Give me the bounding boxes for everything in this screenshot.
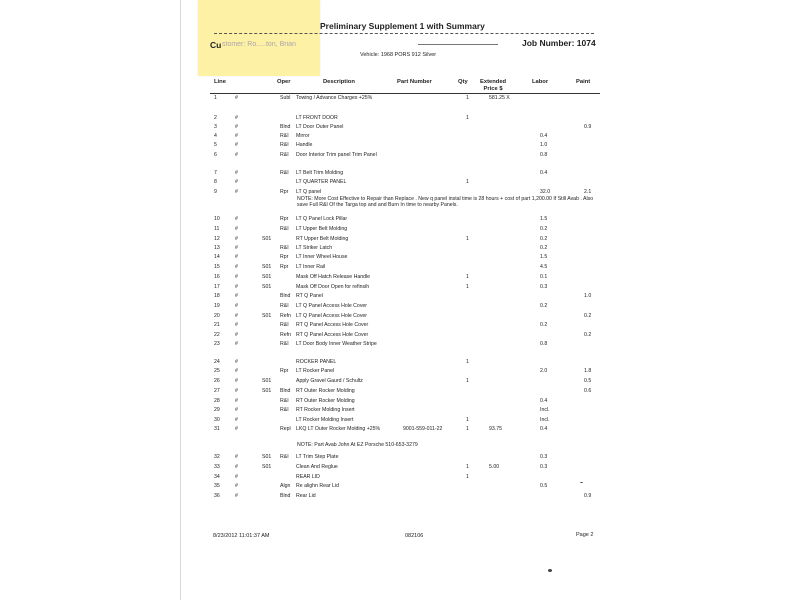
row-oper: R&I xyxy=(280,322,289,328)
row-labor: 0.4 xyxy=(540,133,548,139)
row-description: LT Inner Rail xyxy=(296,264,326,270)
row-oper: Blnd xyxy=(280,388,291,394)
row-labor: 2.0 xyxy=(540,368,548,374)
row-mark: # xyxy=(235,378,238,384)
row-description: LT Striker Latch xyxy=(296,245,333,251)
row-description: Mask Off Hatch Release Handle xyxy=(296,274,371,280)
row-labor: 0.3 xyxy=(540,454,548,460)
row-qty: 1 xyxy=(466,284,469,290)
row-mark: # xyxy=(235,454,238,460)
row-qty: 1 xyxy=(466,474,469,480)
row-code: S01 xyxy=(262,388,272,394)
row-mark: # xyxy=(235,313,238,319)
row-mark: # xyxy=(235,142,238,148)
row-oper: R&I xyxy=(280,133,289,139)
row-description: LT Upper Belt Molding xyxy=(296,226,348,232)
row-code: S01 xyxy=(262,464,272,470)
row-code: S01 xyxy=(262,264,272,270)
row-oper: Rpr xyxy=(280,254,289,260)
row-oper: Refn xyxy=(280,332,291,338)
row-description: LT Q Panel Access Hole Cover xyxy=(296,313,368,319)
row-paint: 0.6 xyxy=(584,388,592,394)
row-line-number: 9 xyxy=(214,189,217,195)
row-labor: 0.8 xyxy=(540,152,548,158)
vehicle-info: Vehicle: 1968 PORS 912 Silver xyxy=(360,52,437,58)
row-description: LKQ LT Outer Rocker Molding +25% xyxy=(296,426,381,432)
row-labor: 0.2 xyxy=(540,245,548,251)
row-description: LT Belt Trim Molding xyxy=(296,170,344,176)
row-mark: # xyxy=(235,170,238,176)
row-code: S01 xyxy=(262,313,272,319)
row-paint: 1.8 xyxy=(584,368,592,374)
row-mark: # xyxy=(235,236,238,242)
row-oper: R&I xyxy=(280,303,289,309)
page-title: Preliminary Supplement 1 with Summary xyxy=(320,21,485,31)
row-qty: 1 xyxy=(466,179,469,185)
row-line-number: 36 xyxy=(214,493,220,499)
footer-page-number: Page 2 xyxy=(576,532,594,538)
row-line-number: 35 xyxy=(214,483,220,489)
row-line-number: 26 xyxy=(214,378,220,384)
row-oper: Rpr xyxy=(280,216,289,222)
row-part-number: 9001-559-011-22 xyxy=(403,426,443,432)
row-qty: 1 xyxy=(466,417,469,423)
row-qty: 1 xyxy=(466,95,469,101)
row-mark: # xyxy=(235,189,238,195)
row-oper: R&I xyxy=(280,245,289,251)
row-line-number: 31 xyxy=(214,426,220,432)
row-labor: 0.4 xyxy=(540,170,548,176)
row-description: RT Rocker Molding Insert xyxy=(296,407,355,413)
row-line-number: 16 xyxy=(214,274,220,280)
row-extended-price: 93.75 xyxy=(489,426,502,432)
col-header-description: Description xyxy=(323,79,355,85)
row-mark: # xyxy=(235,368,238,374)
row-qty: 1 xyxy=(466,378,469,384)
row-description: Door Interior Trim panel Trim Panel xyxy=(296,152,377,158)
row-line-number: 17 xyxy=(214,284,220,290)
row-labor: 1.5 xyxy=(540,254,548,260)
row-labor: 0.4 xyxy=(540,398,548,404)
row-description: ROCKER PANEL xyxy=(296,359,337,365)
footer-doc-id: 082106 xyxy=(405,533,424,539)
row-labor: 0.1 xyxy=(540,274,548,280)
row-line-number: 18 xyxy=(214,293,220,299)
row-mark: # xyxy=(235,284,238,290)
row-labor: Incl. xyxy=(540,407,550,413)
row-description: RT Q Panel Access Hole Cover xyxy=(296,332,369,338)
row-line-number: 22 xyxy=(214,332,220,338)
row-oper: Refn xyxy=(280,313,291,319)
row-description: LT Rocker Molding Insert xyxy=(296,417,354,423)
row-line-number: 34 xyxy=(214,474,220,480)
row-line-number: 15 xyxy=(214,264,220,270)
row-paint: 0.9 xyxy=(584,124,592,130)
row-description: LT Q Panel Lock Pillar xyxy=(296,216,348,222)
row-line-number: 29 xyxy=(214,407,220,413)
row-line-number: 23 xyxy=(214,341,220,347)
row-mark: # xyxy=(235,152,238,158)
row-code: S01 xyxy=(262,236,272,242)
row-oper: R&I xyxy=(280,152,289,158)
row-labor: 0.5 xyxy=(540,483,548,489)
row-labor: 0.3 xyxy=(540,284,548,290)
row-qty: 1 xyxy=(466,426,469,432)
row-qty: 1 xyxy=(466,115,469,121)
row-extended-price: 5.00 xyxy=(489,464,500,470)
row-paint: 0.5 xyxy=(584,378,592,384)
row-mark: # xyxy=(235,274,238,280)
row-qty: 1 xyxy=(466,274,469,280)
row-description: LT Trim Step Plate xyxy=(296,454,339,460)
row-oper: Rpr xyxy=(280,189,289,195)
row-description: RT Outer Rocker Molding xyxy=(296,388,355,394)
row-line-number: 6 xyxy=(214,152,217,158)
row-description: LT Q Panel Access Hole Cover xyxy=(296,303,368,309)
row-labor: 0.2 xyxy=(540,303,548,309)
row-labor: 1.5 xyxy=(540,216,548,222)
row-mark: # xyxy=(235,417,238,423)
row-mark: # xyxy=(235,95,238,101)
row-mark: # xyxy=(235,115,238,121)
row-mark: # xyxy=(235,426,238,432)
col-header-extended-price: Extended Price $ xyxy=(480,79,507,92)
row-mark: # xyxy=(235,483,238,489)
row-line-number: 4 xyxy=(214,133,217,139)
row-code: S01 xyxy=(262,284,272,290)
row-oper: R&I xyxy=(280,407,289,413)
row-labor: 32.0 xyxy=(540,189,551,195)
row-mark: # xyxy=(235,332,238,338)
row-description: REAR LID xyxy=(296,474,320,480)
row-oper: R&I xyxy=(280,454,289,460)
row-description: Rear Lid xyxy=(296,493,316,499)
row-description: RT Q Panel xyxy=(296,293,323,299)
row-oper: Rpr xyxy=(280,264,289,270)
row-line-number: 11 xyxy=(214,226,220,232)
row-labor: 4.5 xyxy=(540,264,548,270)
row-qty: 1 xyxy=(466,359,469,365)
row-line-number: 27 xyxy=(214,388,220,394)
row-description: LT FRONT DOOR xyxy=(296,115,338,121)
row-line-number: 1 xyxy=(214,95,217,101)
row-mark: # xyxy=(235,322,238,328)
row-description: Towing / Advance Charges +25% xyxy=(296,95,373,101)
footer-timestamp: 8/23/2012 11:01:37 AM xyxy=(213,533,270,539)
row-oper: Blnd xyxy=(280,493,291,499)
row-labor: 0.3 xyxy=(540,464,548,470)
row-mark: # xyxy=(235,124,238,130)
row-oper: R&I xyxy=(280,341,289,347)
row-mark: # xyxy=(235,407,238,413)
row-description: Re alighn Rear Lid xyxy=(296,483,339,489)
row-description: Mask Off Door Open for refinsih xyxy=(296,284,370,290)
row-oper: R&I xyxy=(280,398,289,404)
row-description: Clean And Reglue xyxy=(296,464,338,470)
scan-speck xyxy=(580,482,583,483)
row-labor: 0.2 xyxy=(540,226,548,232)
note-row-9: NOTE: More Cost Effective to Repair than Replace . New q panel instal time is 28 hours + cost of part 1,200.00 If Still Avab . Also save Full R&I Of the Targa top and and Burn In time to nearby Panels. xyxy=(297,196,594,209)
row-description: RT Q Panel Access Hole Cover xyxy=(296,322,369,328)
row-description: RT Upper Belt Molding xyxy=(296,236,349,242)
row-labor: 0.8 xyxy=(540,341,548,347)
row-mark: # xyxy=(235,388,238,394)
row-description: Apply Gravel Gaurd / Schultz xyxy=(296,378,363,384)
col-header-qty: Qty xyxy=(458,79,468,85)
row-qty: 1 xyxy=(466,236,469,242)
row-oper: Repl xyxy=(280,426,291,432)
row-oper: Rpr xyxy=(280,368,289,374)
note-row-31: NOTE: Part Avab John At EZ Porsche 510-653-3279 xyxy=(297,442,418,448)
customer-label: Cu xyxy=(210,40,222,50)
row-line-number: 33 xyxy=(214,464,220,470)
job-number: Job Number: 1074 xyxy=(522,38,596,48)
row-line-number: 25 xyxy=(214,368,220,374)
row-line-number: 5 xyxy=(214,142,217,148)
row-labor: 0.2 xyxy=(540,236,548,242)
row-mark: # xyxy=(235,464,238,470)
row-line-number: 10 xyxy=(214,216,220,222)
row-mark: # xyxy=(235,264,238,270)
row-mark: # xyxy=(235,179,238,185)
row-labor: 0.4 xyxy=(540,426,548,432)
row-line-number: 12 xyxy=(214,236,220,242)
row-labor: 1.0 xyxy=(540,142,548,148)
row-mark: # xyxy=(235,493,238,499)
row-mark: # xyxy=(235,303,238,309)
row-qty: 1 xyxy=(466,464,469,470)
row-paint: 0.9 xyxy=(584,493,592,499)
row-line-number: 28 xyxy=(214,398,220,404)
row-line-number: 32 xyxy=(214,454,220,460)
row-line-number: 13 xyxy=(214,245,220,251)
row-paint: 2.1 xyxy=(584,189,592,195)
row-code: S01 xyxy=(262,454,272,460)
row-line-number: 2 xyxy=(214,115,217,121)
scan-speck xyxy=(548,569,552,572)
row-oper: Blnd xyxy=(280,293,291,299)
row-line-number: 24 xyxy=(214,359,220,365)
customer-name: stomer: Ro.....ton, Brian xyxy=(222,41,296,48)
row-mark: # xyxy=(235,245,238,251)
row-mark: # xyxy=(235,293,238,299)
row-mark: # xyxy=(235,398,238,404)
row-mark: # xyxy=(235,133,238,139)
row-line-number: 3 xyxy=(214,124,217,130)
row-mark: # xyxy=(235,341,238,347)
row-paint: 1.0 xyxy=(584,293,592,299)
row-mark: # xyxy=(235,226,238,232)
row-line-number: 21 xyxy=(214,322,220,328)
row-description: LT Inner Wheel House xyxy=(296,254,348,260)
row-description: LT QUARTER PANEL xyxy=(296,179,347,185)
col-header-paint: Paint xyxy=(576,79,591,85)
row-description: RT Outer Rocker Molding xyxy=(296,398,355,404)
row-line-number: 14 xyxy=(214,254,220,260)
row-oper: R&I xyxy=(280,142,289,148)
row-oper: Subl xyxy=(280,95,291,101)
row-description: LT Q panel xyxy=(296,189,322,195)
row-labor: 0.2 xyxy=(540,322,548,328)
col-header-part-number: Part Number xyxy=(397,79,432,85)
row-paint: 0.2 xyxy=(584,332,592,338)
row-code: S01 xyxy=(262,378,272,384)
row-labor: Incl. xyxy=(540,417,550,423)
row-mark: # xyxy=(235,216,238,222)
row-description: Handle xyxy=(296,142,313,148)
row-line-number: 19 xyxy=(214,303,220,309)
row-line-number: 8 xyxy=(214,179,217,185)
row-oper: R&I xyxy=(280,170,289,176)
row-oper: Blnd xyxy=(280,124,291,130)
row-oper: R&I xyxy=(280,226,289,232)
row-code: S01 xyxy=(262,274,272,280)
row-extended-price: 581.25 X xyxy=(489,95,510,101)
row-description: Mirror xyxy=(296,133,310,139)
row-line-number: 30 xyxy=(214,417,220,423)
row-description: LT Door Outer Panel xyxy=(296,124,344,130)
col-header-labor: Labor xyxy=(532,79,549,85)
row-mark: # xyxy=(235,254,238,260)
row-line-number: 20 xyxy=(214,313,220,319)
row-oper: Algn xyxy=(280,483,291,489)
row-mark: # xyxy=(235,474,238,480)
row-mark: # xyxy=(235,359,238,365)
col-header-oper: Oper xyxy=(277,79,291,85)
row-description: LT Door Body Inner Weather Stripe xyxy=(296,341,377,347)
row-paint: 0.2 xyxy=(584,313,592,319)
row-description: LT Rocker Panel xyxy=(296,368,335,374)
row-line-number: 7 xyxy=(214,170,217,176)
col-header-line: Line xyxy=(214,79,226,85)
